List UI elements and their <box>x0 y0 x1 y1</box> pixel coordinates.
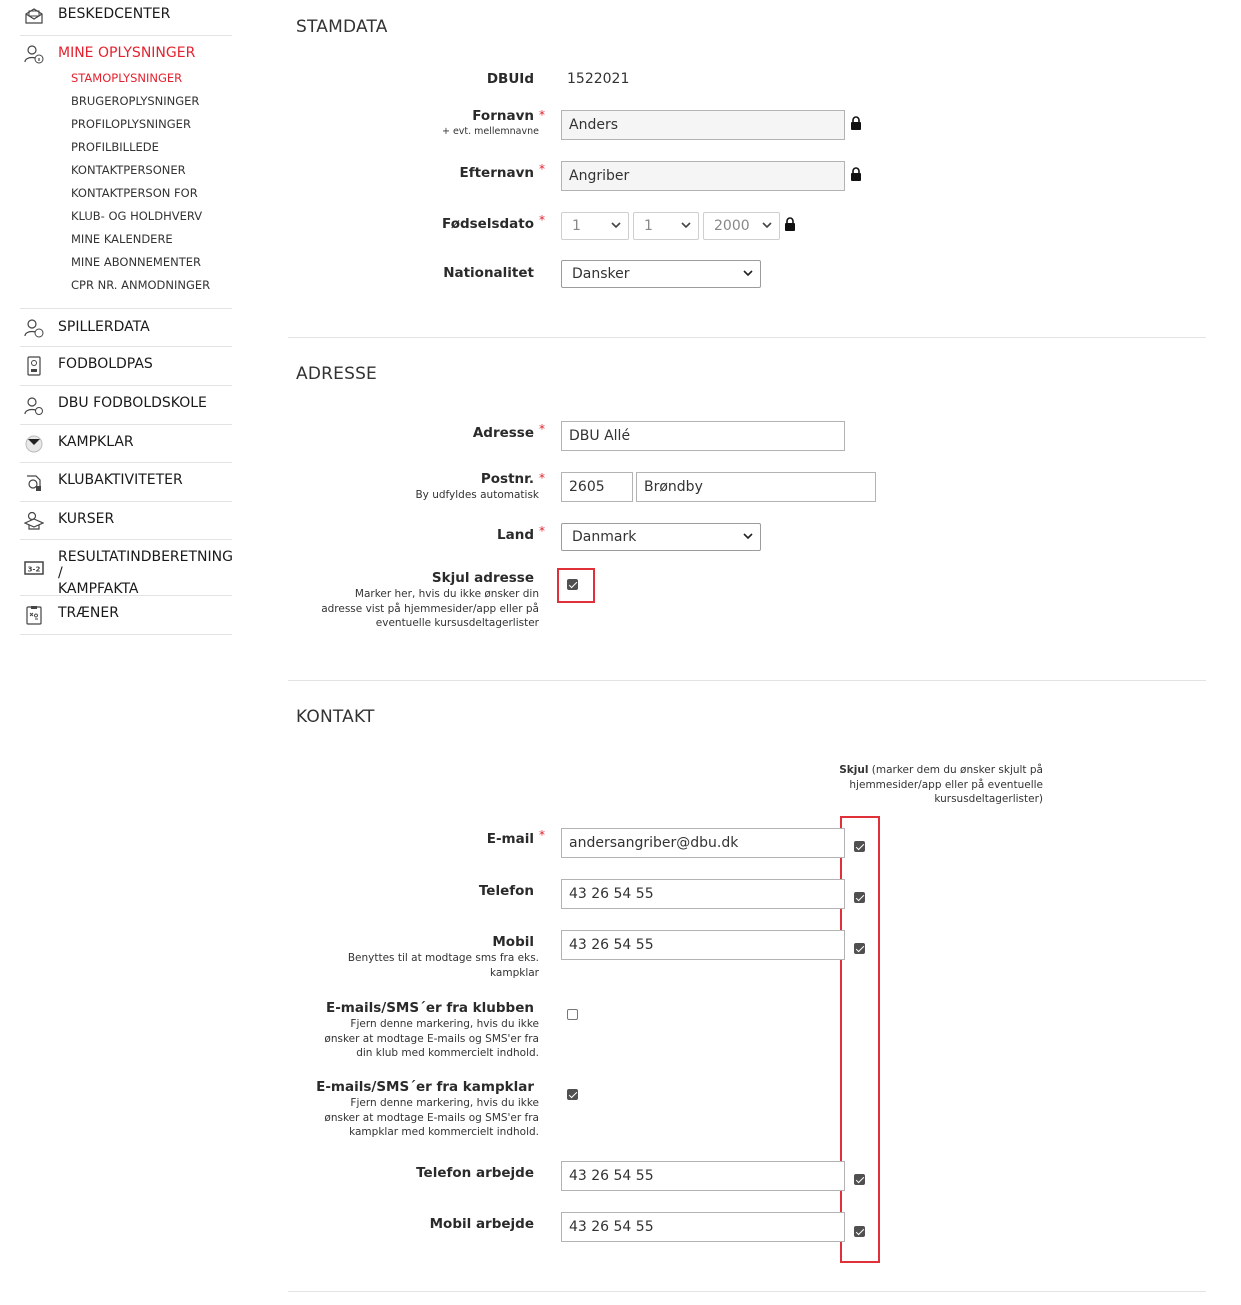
sidebar-subitem-klub-og-holdhverv[interactable]: KLUB- OG HOLDHVERV <box>71 209 203 223</box>
sidebar-item-label-line2: KAMPFAKTA <box>58 581 139 597</box>
sidebar-subitem-cpr-anmodninger[interactable]: CPR NR. ANMODNINGER <box>71 278 211 292</box>
email-hide-checkbox[interactable] <box>854 841 865 852</box>
sidebar-item-label: DBU FODBOLDSKOLE <box>58 395 207 411</box>
efternavn-label: Efternavn <box>459 165 534 181</box>
mobil-hint-line2: kampklar <box>490 966 539 979</box>
skjul-adresse-hint-line1: Marker her, hvis du ikke ønsker din <box>354 588 539 600</box>
sidebar-item-label: FODBOLDPAS <box>58 356 153 372</box>
skjul-adresse-hint <box>321 587 539 631</box>
section-title-stamdata: STAMDATA <box>296 17 388 37</box>
email-input[interactable] <box>561 828 845 858</box>
sidebar-item-label: MINE OPLYSNINGER <box>58 45 196 61</box>
kampklar-consent-hint-line1: Fjern denne markering, hvis du ikke <box>350 1097 539 1109</box>
sidebar-item-label: SPILLERDATA <box>58 319 150 335</box>
required-asterisk: * <box>539 422 545 436</box>
highlight-box-skjul-kontakt <box>840 816 880 1263</box>
sidebar-item-klubaktiviteter[interactable] <box>20 463 232 502</box>
mobil-arbejde-input[interactable] <box>561 1212 845 1242</box>
skjul-adresse-label: Skjul adresse <box>431 570 534 586</box>
klub-consent-label: E-mails/SMS´er fra klubben <box>325 1000 534 1016</box>
dbuid-label: DBUId <box>486 71 534 87</box>
sidebar-item-dbu-fodboldskole[interactable] <box>20 386 232 425</box>
skjul-adresse-checkbox[interactable] <box>567 579 578 590</box>
fornavn-label: Fornavn <box>472 108 534 124</box>
fornavn-input[interactable] <box>561 110 845 140</box>
sidebar-item-mine-oplysninger[interactable] <box>20 36 232 309</box>
klub-consent-hint <box>324 1017 539 1061</box>
mobil-label: Mobil <box>492 934 534 950</box>
adresse-label: Adresse <box>472 425 534 441</box>
sidebar-item-label-line1: RESULTATINDBERETNING / <box>58 549 233 581</box>
sidebar-item-spillerdata[interactable] <box>20 309 232 347</box>
clipboard-icon <box>24 605 44 625</box>
sidebar-subitem-kontaktpersoner[interactable]: KONTAKTPERSONER <box>71 163 186 177</box>
foedselsdato-label: Fødselsdato <box>442 216 534 232</box>
section-divider <box>288 680 1206 681</box>
ball-icon <box>24 434 44 454</box>
skjul-adresse-hint-line3: eventuelle kursusdeltagerlister <box>375 617 539 629</box>
kampklar-consent-hint <box>324 1096 539 1140</box>
player-data-icon <box>24 318 44 338</box>
sidebar-subitem-kontaktperson-for[interactable]: KONTAKTPERSON FOR <box>71 186 198 200</box>
adresse-input[interactable] <box>561 421 845 451</box>
sidebar-item-beskedcenter[interactable] <box>20 0 232 36</box>
telefon-arbejde-hide-checkbox[interactable] <box>854 1174 865 1185</box>
sidebar-subitem-profilbillede[interactable]: PROFILBILLEDE <box>71 140 159 154</box>
mobil-hide-checkbox[interactable] <box>854 943 865 954</box>
lock-icon <box>850 167 862 182</box>
skjul-note-line3: kursusdeltagerlister) <box>934 793 1043 805</box>
chevron-down-icon <box>611 222 621 229</box>
mobil-hint-line1: Benyttes til at modtage sms fra eks. <box>347 952 539 964</box>
telefon-arbejde-label: Telefon arbejde <box>416 1165 534 1181</box>
sidebar-item-label: KAMPKLAR <box>58 434 134 450</box>
kampklar-consent-hint-line3: kampklar med kommercielt indhold. <box>349 1126 539 1138</box>
chevron-down-icon <box>743 270 753 277</box>
user-info-icon <box>24 44 44 64</box>
section-title-adresse: ADRESSE <box>296 364 377 384</box>
klub-consent-hint-line1: Fjern denne markering, hvis du ikke <box>350 1018 539 1030</box>
mobil-arbejde-label: Mobil arbejde <box>429 1216 534 1232</box>
nationalitet-label: Nationalitet <box>443 265 534 281</box>
birth-month-select[interactable] <box>633 212 699 240</box>
birth-day-value: 1 <box>572 218 581 234</box>
sidebar-item-kampklar[interactable] <box>20 425 232 463</box>
kampklar-consent-label: E-mails/SMS´er fra kampklar <box>316 1079 534 1095</box>
telefon-hide-checkbox[interactable] <box>854 892 865 903</box>
required-asterisk: * <box>539 524 545 538</box>
telefon-label: Telefon <box>478 883 534 899</box>
section-divider <box>288 1291 1206 1292</box>
dbuid-value: 1522021 <box>567 71 630 87</box>
mobil-arbejde-hide-checkbox[interactable] <box>854 1226 865 1237</box>
birth-month-value: 1 <box>644 218 653 234</box>
section-divider <box>288 337 1206 338</box>
required-asterisk: * <box>539 108 545 122</box>
envelope-icon <box>24 6 44 26</box>
required-asterisk: * <box>539 213 545 227</box>
lock-icon <box>850 116 862 131</box>
postnr-input[interactable] <box>561 472 633 502</box>
required-asterisk: * <box>539 162 545 176</box>
by-input[interactable] <box>636 472 876 502</box>
lock-icon <box>784 217 796 232</box>
birth-year-select[interactable] <box>703 212 780 240</box>
graduation-cap-icon <box>24 511 44 531</box>
telefon-input[interactable] <box>561 879 845 909</box>
birth-day-select[interactable] <box>561 212 629 240</box>
mobil-hint <box>348 951 539 980</box>
section-title-kontakt: KONTAKT <box>296 707 375 727</box>
sidebar-item-fodboldpas[interactable] <box>20 347 232 386</box>
chevron-down-icon <box>681 222 691 229</box>
nationalitet-select[interactable] <box>561 260 761 288</box>
efternavn-input[interactable] <box>561 161 845 191</box>
chevron-down-icon <box>743 533 753 540</box>
land-label: Land <box>497 527 534 543</box>
football-pass-icon <box>24 356 44 376</box>
sidebar <box>20 0 232 635</box>
sidebar-item-label: TRÆNER <box>58 605 119 621</box>
kampklar-consent-checkbox[interactable] <box>567 1089 578 1100</box>
sidebar-item-resultatindberetning[interactable] <box>20 540 232 596</box>
required-asterisk: * <box>539 471 545 485</box>
sidebar-item-traener[interactable] <box>20 596 232 635</box>
postnr-label: Postnr. <box>480 471 534 487</box>
sidebar-item-label: KURSER <box>58 511 115 527</box>
nationalitet-value: Dansker <box>572 266 630 282</box>
mobil-input[interactable] <box>561 930 845 960</box>
sidebar-item-label <box>58 549 233 597</box>
sidebar-subitem-mine-kalendere[interactable]: MINE KALENDERE <box>71 232 173 246</box>
sidebar-subitem-profiloplysninger[interactable]: PROFILOPLYSNINGER <box>71 117 191 131</box>
email-label: E-mail <box>486 831 534 847</box>
svg-text:3-2: 3-2 <box>27 565 41 574</box>
kampklar-consent-hint-line2: ønsker at modtage E-mails og SMS'er fra <box>324 1111 539 1124</box>
sidebar-subitem-mine-abonnementer[interactable]: MINE ABONNEMENTER <box>71 255 201 269</box>
telefon-arbejde-input[interactable] <box>561 1161 845 1191</box>
sidebar-subitem-stamoplysninger[interactable]: STAMOPLYSNINGER <box>71 71 183 85</box>
fornavn-hint: + evt. mellemnavne <box>441 126 539 137</box>
birth-year-value: 2000 <box>714 218 750 234</box>
klub-consent-checkbox[interactable] <box>567 1009 578 1020</box>
skjul-adresse-hint-line2: adresse vist på hjemmesider/app eller på <box>321 602 539 615</box>
club-activities-icon <box>24 473 44 493</box>
chevron-down-icon <box>762 222 772 229</box>
skjul-note-line1: (marker dem du ønsker skjult på <box>868 764 1043 776</box>
sidebar-item-label: BESKEDCENTER <box>58 6 171 22</box>
postnr-hint: By udfyldes automatisk <box>415 489 539 501</box>
skjul-note-bold: Skjul <box>839 764 869 776</box>
sidebar-item-label: KLUBAKTIVITETER <box>58 472 183 488</box>
land-value: Danmark <box>572 529 637 545</box>
sidebar-subitem-brugeroplysninger[interactable]: BRUGEROPLYSNINGER <box>71 94 200 108</box>
skjul-note <box>833 763 1043 807</box>
football-school-icon <box>24 396 44 416</box>
scoreboard-icon <box>24 558 44 578</box>
skjul-note-line2: hjemmesider/app eller på eventuelle <box>849 778 1043 791</box>
klub-consent-hint-line3: din klub med kommercielt indhold. <box>356 1047 539 1059</box>
sidebar-item-kurser[interactable] <box>20 502 232 540</box>
land-select[interactable] <box>561 523 761 551</box>
klub-consent-hint-line2: ønsker at modtage E-mails og SMS'er fra <box>324 1032 539 1045</box>
required-asterisk: * <box>539 828 545 842</box>
